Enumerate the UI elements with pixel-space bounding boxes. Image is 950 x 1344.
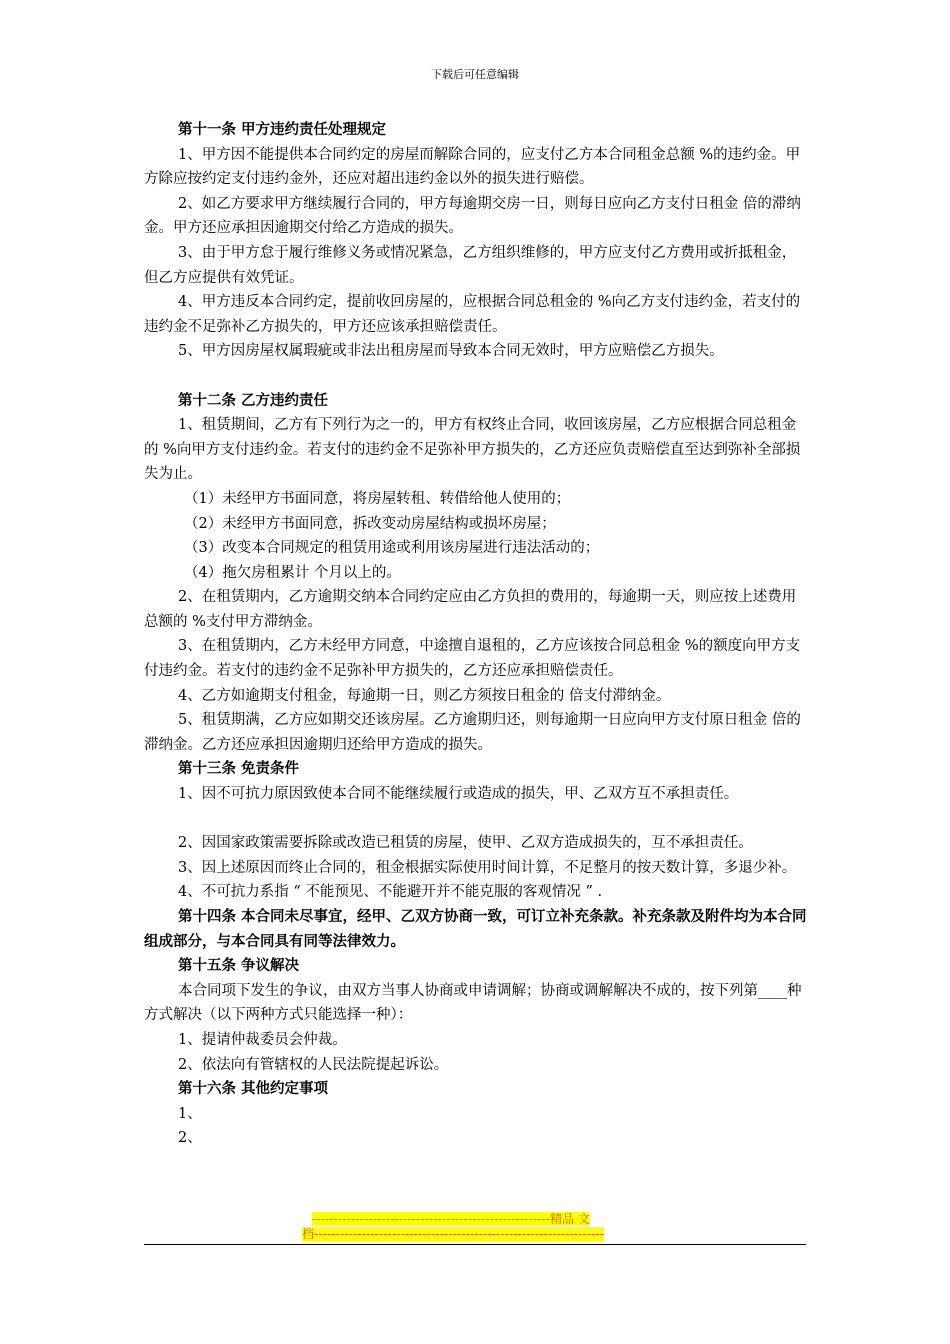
section-13-title: 第十三条 免责条件 [178, 760, 300, 778]
section-12-item-4: （4）拖欠房租累计 个月以上的。 [184, 564, 401, 581]
section-11-para-4: 4、甲方违反本合同约定，提前收回房屋的，应根据合同总租金的 %向乙方支付违约金，若支付的违约金不足弥补乙方损失的，甲方还应该承担赔偿责任。 [144, 294, 801, 335]
section-13-para-4: 4、不可抗力系指 “ 不能预见、不能避开并不能克服的客观情况 ” . [178, 884, 603, 901]
section-15-item-1: 1、提请仲裁委员会仲裁。 [178, 1031, 347, 1048]
section-13-para-3: 3、因上述原因而终止合同的，租金根据实际使用时间计算，不足整月的按天数计算，多退少补。 [178, 859, 797, 876]
footer-rule [144, 1244, 806, 1245]
section-12-para-2: 2、在租赁期内，乙方逾期交纳本合同约定应由乙方负担的费用的，每逾期一天，则应按上述费用总额的 %支付甲方滞纳金。 [144, 589, 797, 630]
section-11-para-2: 2、如乙方要求甲方继续履行合同的，甲方每逾期交房一日，则每日应向乙方支付日租金 倍的滞纳金。甲方还应承担因逾期交付给乙方造成的损失。 [144, 195, 801, 237]
spacer [144, 807, 808, 832]
spacer [144, 364, 808, 389]
section-11-para-3: 3、由于甲方怠于履行维修义务或情况紧急，乙方组织维修的，甲方应支付乙方费用或折抵租金，但乙方应提供有效凭证。 [144, 244, 797, 286]
section-14-text: 第十四条 本合同未尽事宜，经甲、乙双方协商一致，可订立补充条款。补充条款及附件均为本合同组成部分，与本合同具有同等法律效力。 [144, 908, 807, 950]
section-12-para-1: 1、租赁期间，乙方有下列行为之一的，甲方有权终止合同，收回该房屋，乙方应根据合同总租金的 %向甲方支付违约金。若支付的违约金不足弥补甲方损失的，乙方还应负责赔偿直至达到弥补全部损失为止。 [144, 417, 801, 483]
footer-text-2: 档------------------------------------------------------------------- [302, 1227, 605, 1241]
document-body [144, 118, 808, 1151]
section-11-para-5: 5、甲方因房屋权属瑕疵或非法出租房屋而导致本合同无效时，甲方应赔偿乙方损失。 [178, 343, 724, 360]
choice-blank: ____ [758, 982, 787, 999]
section-12-item-3: （3）改变本合同规定的租赁用途或利用该房屋进行违法活动的； [184, 540, 600, 557]
page-header: 下载后可任意编辑 [431, 68, 519, 81]
section-12-item-1: （1）未经甲方书面同意，将房屋转租、转借给他人使用的； [184, 490, 571, 507]
section-16-title: 第十六条 其他约定事项 [178, 1080, 329, 1098]
section-15-para-b: 种方式解决（以下两种方式只能选择一种）： [144, 982, 802, 1024]
footer-line-2 [302, 1227, 642, 1242]
section-12-para-5: 5、租赁期满，乙方应如期交还该房屋。乙方逾期归还，则每逾期一日应向甲方支付原日租金 倍的滞纳金。乙方还应承担因逾期归还给甲方造成的损失。 [144, 712, 801, 753]
section-16-item-1: 1、 [178, 1105, 202, 1122]
section-13-para-1: 1、因不可抗力原因致使本合同不能继续履行或造成的损失，甲、乙双方互不承担责任。 [178, 786, 739, 803]
section-11-title: 第十一条 甲方违约责任处理规定 [178, 121, 387, 138]
section-12-title: 第十二条 乙方违约责任 [178, 391, 329, 409]
section-12-para-3: 3、在租赁期内，乙方未经甲方同意，中途擅自退租的，乙方应该按合同总租金 %的额度向甲方支付违约金。若支付的违约金不足弥补甲方损失的，乙方还应承担赔偿责任。 [144, 638, 801, 680]
section-12-para-4: 4、乙方如逾期支付租金，每逾期一日，则乙方须按日租金的 倍支付滞纳金。 [178, 687, 671, 704]
section-15-title: 第十五条 争议解决 [178, 957, 300, 975]
section-12-item-2: （2）未经甲方书面同意，拆改变动房屋结构或损坏房屋； [184, 515, 556, 532]
section-11-para-1: 1、甲方因不能提供本合同约定的房屋而解除合同的，应支付乙方本合同租金总额 %的违约金。甲方除应按约定支付违约金外，还应对超出违约金以外的损失进行赔偿。 [144, 146, 801, 188]
section-15-para-a: 本合同项下发生的争议，由双方当事人协商或申请调解；协商或调解解决不成的，按下列第 [178, 982, 758, 999]
section-15-para [144, 979, 808, 1028]
footer-text-1: -------------------------------------------------------精品 文 [312, 1212, 590, 1226]
page-footer [302, 1212, 642, 1242]
section-13-para-2: 2、因国家政策需要拆除或改造已租赁的房屋，使甲、乙双方造成损失的，互不承担责任。 [178, 835, 753, 852]
footer-line-1 [302, 1212, 642, 1227]
section-15-item-2: 2、依法向有管辖权的人民法院提起诉讼。 [178, 1056, 449, 1073]
section-16-item-2: 2、 [178, 1130, 202, 1147]
